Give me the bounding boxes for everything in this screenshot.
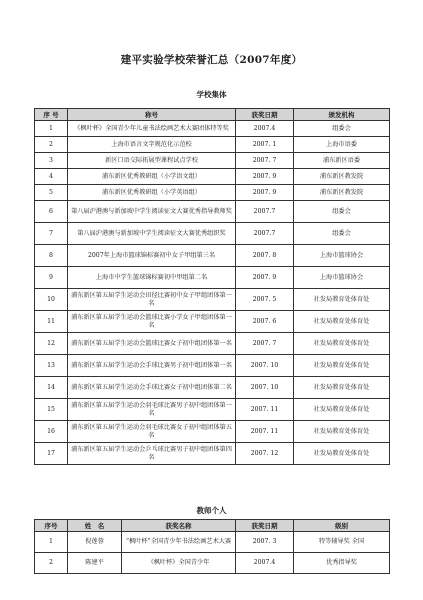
cell-org: 上海市篮球协会 — [294, 245, 390, 267]
cell-no: 11 — [35, 311, 68, 333]
cell-date: 2007. 9 — [236, 267, 294, 289]
cell-title: 浦东新区第五届学生运动会篮球比赛小学女子甲组团体第一名 — [68, 311, 236, 333]
table-row — [35, 169, 390, 185]
cell-no: 14 — [35, 377, 68, 399]
cell-title: 新区口语交际拓展型课程试点学校 — [68, 153, 236, 169]
cell-title: 浦东新区第五届学生运动会乒乓球比赛男子初中组团体第四名 — [68, 443, 236, 465]
cell-org: 上海市篮球协会 — [294, 267, 390, 289]
header-date: 获奖日期 — [236, 109, 294, 121]
cell-title: 2007年上海市篮球锦标赛初中女子甲组第三名 — [68, 245, 236, 267]
cell-org: 社发局教育处体育处 — [294, 333, 390, 355]
cell-no: 2 — [35, 137, 68, 153]
cell-title: 浦东新区优秀教研组（小学语文组） — [68, 169, 236, 185]
cell-date: 2007. 7 — [236, 153, 294, 169]
header-name: 姓 名 — [68, 520, 122, 532]
cell-date: 2007. 12 — [236, 443, 294, 465]
header-no: 序 号 — [35, 109, 68, 121]
cell-title: 浦东新区第五届学生运动会羽毛球比赛男子初中组团体第一名 — [68, 399, 236, 421]
table-row — [35, 399, 390, 421]
cell-award: 《枫叶杯》全国青少年 — [122, 553, 236, 574]
table-row — [35, 137, 390, 153]
page-title: 建平实验学校荣誉汇总（2007年度） — [120, 54, 303, 66]
cell-no: 7 — [35, 223, 68, 245]
cell-date: 2007. 6 — [236, 311, 294, 333]
cell-title: 上海市中学生篮球锦标赛初中甲组第二名 — [68, 267, 236, 289]
cell-date: 2007. 1 — [236, 137, 294, 153]
cell-no: 6 — [35, 201, 68, 223]
table-row — [35, 311, 390, 333]
cell-title: 浦东新区第五届学生运动会田径比赛初中女子甲组团体第一名 — [68, 289, 236, 311]
table-row — [35, 289, 390, 311]
table-row — [35, 223, 390, 245]
cell-no: 16 — [35, 421, 68, 443]
cell-date: 2007. 3 — [236, 532, 294, 553]
school-honors-table — [34, 108, 390, 465]
cell-date: 2007. 5 — [236, 289, 294, 311]
table-row — [35, 377, 390, 399]
table-row — [35, 553, 390, 574]
teacher-section-title: 教师个人 — [196, 506, 227, 515]
header-level: 级别 — [294, 520, 390, 532]
table-row — [35, 153, 390, 169]
cell-org: 浦东新区语委 — [294, 153, 390, 169]
cell-level: 特等辅导奖 全国 — [294, 532, 390, 553]
cell-date: 2007. 11 — [236, 399, 294, 421]
cell-org: 浦东新区教发院 — [294, 185, 390, 201]
cell-no: 17 — [35, 443, 68, 465]
cell-date: 2007.7 — [236, 201, 294, 223]
table-row — [35, 355, 390, 377]
cell-no: 15 — [35, 399, 68, 421]
cell-title: 第八届沪港澳与新加坡中学生阅读征文大赛优秀指导教师奖 — [68, 201, 236, 223]
cell-award: “枫叶杯”全国青少年书法绘画艺术大赛 — [122, 532, 236, 553]
cell-no: 12 — [35, 333, 68, 355]
cell-title: 浦东新区第五届学生运动会手球比赛男子初中组团体第一名 — [68, 355, 236, 377]
cell-title: 上海市语言文字规范化示范校 — [68, 137, 236, 153]
cell-date: 2007. 7 — [236, 333, 294, 355]
table-row — [35, 185, 390, 201]
header-award: 获奖名称 — [122, 520, 236, 532]
header-no: 序号 — [35, 520, 68, 532]
cell-level: 优秀指导奖 — [294, 553, 390, 574]
cell-title: 浦东新区优秀教研组（小学英语组） — [68, 185, 236, 201]
table-row — [35, 333, 390, 355]
cell-org: 上海市语委 — [294, 137, 390, 153]
teacher-honors-table — [34, 519, 390, 574]
school-section-title: 学校集体 — [196, 90, 227, 99]
cell-no: 3 — [35, 153, 68, 169]
cell-title: 第八届沪港澳与新加坡中学生阅读征文大赛优秀组织奖 — [68, 223, 236, 245]
cell-org: 社发局教育处体育处 — [294, 399, 390, 421]
cell-date: 2007. 10 — [236, 355, 294, 377]
table-header-row — [35, 109, 390, 121]
cell-no: 9 — [35, 267, 68, 289]
cell-date: 2007. 9 — [236, 185, 294, 201]
cell-no: 2 — [35, 553, 68, 574]
cell-org: 组委会 — [294, 121, 390, 137]
cell-date: 2007.4 — [236, 121, 294, 137]
cell-title: 《枫叶杯》全国青少年儿童书法绘画艺术大赛团体特等奖 — [68, 121, 236, 137]
cell-org: 社发局教育处体育处 — [294, 311, 390, 333]
cell-date: 2007.7 — [236, 223, 294, 245]
cell-no: 1 — [35, 532, 68, 553]
table-row — [35, 201, 390, 223]
cell-title: 浦东新区第五届学生运动会篮球比赛女子初中组团体第一名 — [68, 333, 236, 355]
cell-no: 5 — [35, 185, 68, 201]
cell-org: 浦东新区教发院 — [294, 169, 390, 185]
cell-no: 8 — [35, 245, 68, 267]
cell-org: 社发局教育处体育处 — [294, 443, 390, 465]
cell-org: 组委会 — [294, 223, 390, 245]
cell-date: 2007. 10 — [236, 377, 294, 399]
cell-title: 浦东新区第五届学生运动会手球比赛女子初中组团体第二名 — [68, 377, 236, 399]
cell-org: 社发局教育处体育处 — [294, 421, 390, 443]
cell-name: 倪莲蓉 — [68, 532, 122, 553]
table-row — [35, 121, 390, 137]
table-header-row — [35, 520, 390, 532]
cell-date: 2007. 11 — [236, 421, 294, 443]
header-date: 获奖日期 — [236, 520, 294, 532]
cell-date: 2007. 8 — [236, 245, 294, 267]
table-row — [35, 421, 390, 443]
cell-no: 1 — [35, 121, 68, 137]
cell-date: 2007. 9 — [236, 169, 294, 185]
table-row — [35, 532, 390, 553]
header-org: 颁发机构 — [294, 109, 390, 121]
cell-org: 社发局教育处体育处 — [294, 377, 390, 399]
cell-date: 2007.4 — [236, 553, 294, 574]
header-title: 称号 — [68, 109, 236, 121]
cell-org: 社发局教育处体育处 — [294, 289, 390, 311]
table-row — [35, 267, 390, 289]
cell-title: 浦东新区第五届学生运动会羽毛球比赛女子初中组团体第五名 — [68, 421, 236, 443]
cell-no: 10 — [35, 289, 68, 311]
table-row — [35, 443, 390, 465]
table-row — [35, 245, 390, 267]
cell-no: 4 — [35, 169, 68, 185]
cell-org: 社发局教育处体育处 — [294, 355, 390, 377]
cell-org: 组委会 — [294, 201, 390, 223]
cell-no: 13 — [35, 355, 68, 377]
cell-name: 陈建平 — [68, 553, 122, 574]
